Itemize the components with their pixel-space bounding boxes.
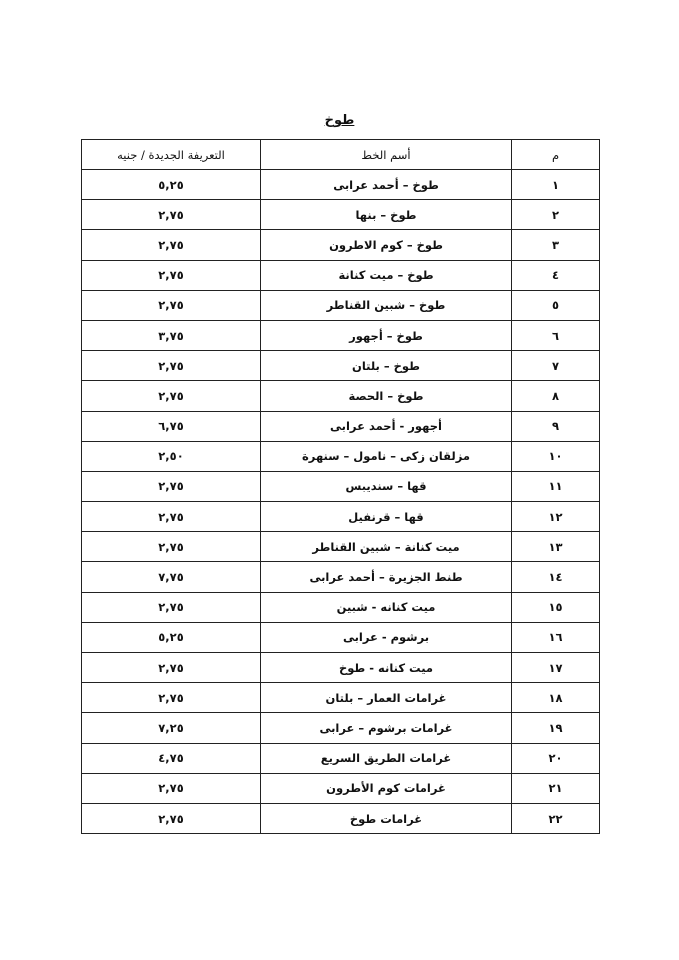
table-row: [82, 653, 600, 683]
table-header-row: [82, 140, 600, 170]
table-row: [82, 502, 600, 532]
table-row: [82, 803, 600, 833]
row-number: ١٨: [512, 683, 600, 713]
row-line-name: قها – قرنفيل: [261, 502, 512, 532]
row-line-name: ميت كنانه - شبين: [261, 592, 512, 622]
header-line-name: أسم الخط: [261, 140, 512, 170]
row-line-name: طوخ – بلتان: [261, 351, 512, 381]
table-row: [82, 683, 600, 713]
row-number: ١٢: [512, 502, 600, 532]
row-fare: ٢,٧٥: [82, 773, 261, 803]
row-fare: ٢,٧٥: [82, 351, 261, 381]
row-number: ٢٠: [512, 743, 600, 773]
row-line-name: غرامات الطريق السريع: [261, 743, 512, 773]
header-number: م: [512, 140, 600, 170]
row-fare: ٧,٢٥: [82, 713, 261, 743]
row-line-name: طوخ – ميت كنانة: [261, 260, 512, 290]
row-fare: ٢,٥٠: [82, 441, 261, 471]
row-fare: ٢,٧٥: [82, 471, 261, 501]
row-number: ٩: [512, 411, 600, 441]
table-row: [82, 381, 600, 411]
row-number: ١: [512, 170, 600, 200]
row-number: ٦: [512, 320, 600, 350]
table-row: [82, 562, 600, 592]
row-line-name: غرامات كوم الأطرون: [261, 773, 512, 803]
row-fare: ٢,٧٥: [82, 803, 261, 833]
table-row: [82, 592, 600, 622]
row-fare: ٥,٢٥: [82, 622, 261, 652]
row-number: ١٥: [512, 592, 600, 622]
row-line-name: غرامات العمار – بلتان: [261, 683, 512, 713]
row-fare: ٣,٧٥: [82, 320, 261, 350]
row-fare: ٢,٧٥: [82, 532, 261, 562]
table-row: [82, 622, 600, 652]
row-line-name: أجهور - أحمد عرابى: [261, 411, 512, 441]
row-fare: ٢,٧٥: [82, 381, 261, 411]
row-line-name: طنط الجزيرة – أحمد عرابى: [261, 562, 512, 592]
row-number: ٢٢: [512, 803, 600, 833]
table-row: [82, 743, 600, 773]
table-row: [82, 713, 600, 743]
row-fare: ٢,٧٥: [82, 230, 261, 260]
table-row: [82, 351, 600, 381]
row-fare: ٢,٧٥: [82, 260, 261, 290]
header-new-fare: التعريفة الجديدة / جنيه: [82, 140, 261, 170]
row-fare: ٢,٧٥: [82, 290, 261, 320]
row-fare: ٢,٧٥: [82, 200, 261, 230]
row-number: ٥: [512, 290, 600, 320]
fares-table-body: [82, 170, 600, 834]
row-line-name: طوخ – بنها: [261, 200, 512, 230]
row-number: ١٧: [512, 653, 600, 683]
row-line-name: طوخ – أجهور: [261, 320, 512, 350]
row-line-name: ميت كنانة – شبين القناطر: [261, 532, 512, 562]
row-number: ٨: [512, 381, 600, 411]
table-row: [82, 170, 600, 200]
row-line-name: طوخ – الحصة: [261, 381, 512, 411]
table-row: [82, 411, 600, 441]
row-number: ٢: [512, 200, 600, 230]
row-fare: ٦,٧٥: [82, 411, 261, 441]
row-line-name: مزلقان زكى – نامول – سنهرة: [261, 441, 512, 471]
fares-table: [81, 139, 600, 834]
table-row: [82, 290, 600, 320]
table-row: [82, 441, 600, 471]
row-fare: ٥,٢٥: [82, 170, 261, 200]
row-number: ٢١: [512, 773, 600, 803]
row-number: ٤: [512, 260, 600, 290]
table-row: [82, 532, 600, 562]
table-row: [82, 471, 600, 501]
row-line-name: قها – سنديبس: [261, 471, 512, 501]
row-number: ١٦: [512, 622, 600, 652]
row-number: ١٩: [512, 713, 600, 743]
row-number: ٧: [512, 351, 600, 381]
table-row: [82, 320, 600, 350]
row-fare: ٧,٧٥: [82, 562, 261, 592]
row-number: ١٣: [512, 532, 600, 562]
table-row: [82, 230, 600, 260]
document-title: طوخ: [324, 113, 355, 128]
row-number: ٣: [512, 230, 600, 260]
row-line-name: غرامات برشوم – عرابى: [261, 713, 512, 743]
row-fare: ٢,٧٥: [82, 683, 261, 713]
row-number: ١١: [512, 471, 600, 501]
table-row: [82, 200, 600, 230]
row-fare: ٢,٧٥: [82, 592, 261, 622]
table-row: [82, 773, 600, 803]
row-fare: ٤,٧٥: [82, 743, 261, 773]
row-number: ١٠: [512, 441, 600, 471]
row-line-name: برشوم - عرابى: [261, 622, 512, 652]
row-fare: ٢,٧٥: [82, 502, 261, 532]
table-row: [82, 260, 600, 290]
row-line-name: طوخ – أحمد عرابى: [261, 170, 512, 200]
row-fare: ٢,٧٥: [82, 653, 261, 683]
row-line-name: طوخ – كوم الاطرون: [261, 230, 512, 260]
row-line-name: ميت كنانه - طوخ: [261, 653, 512, 683]
row-line-name: طوخ – شبين القناطر: [261, 290, 512, 320]
row-number: ١٤: [512, 562, 600, 592]
row-line-name: غرامات طوخ: [261, 803, 512, 833]
